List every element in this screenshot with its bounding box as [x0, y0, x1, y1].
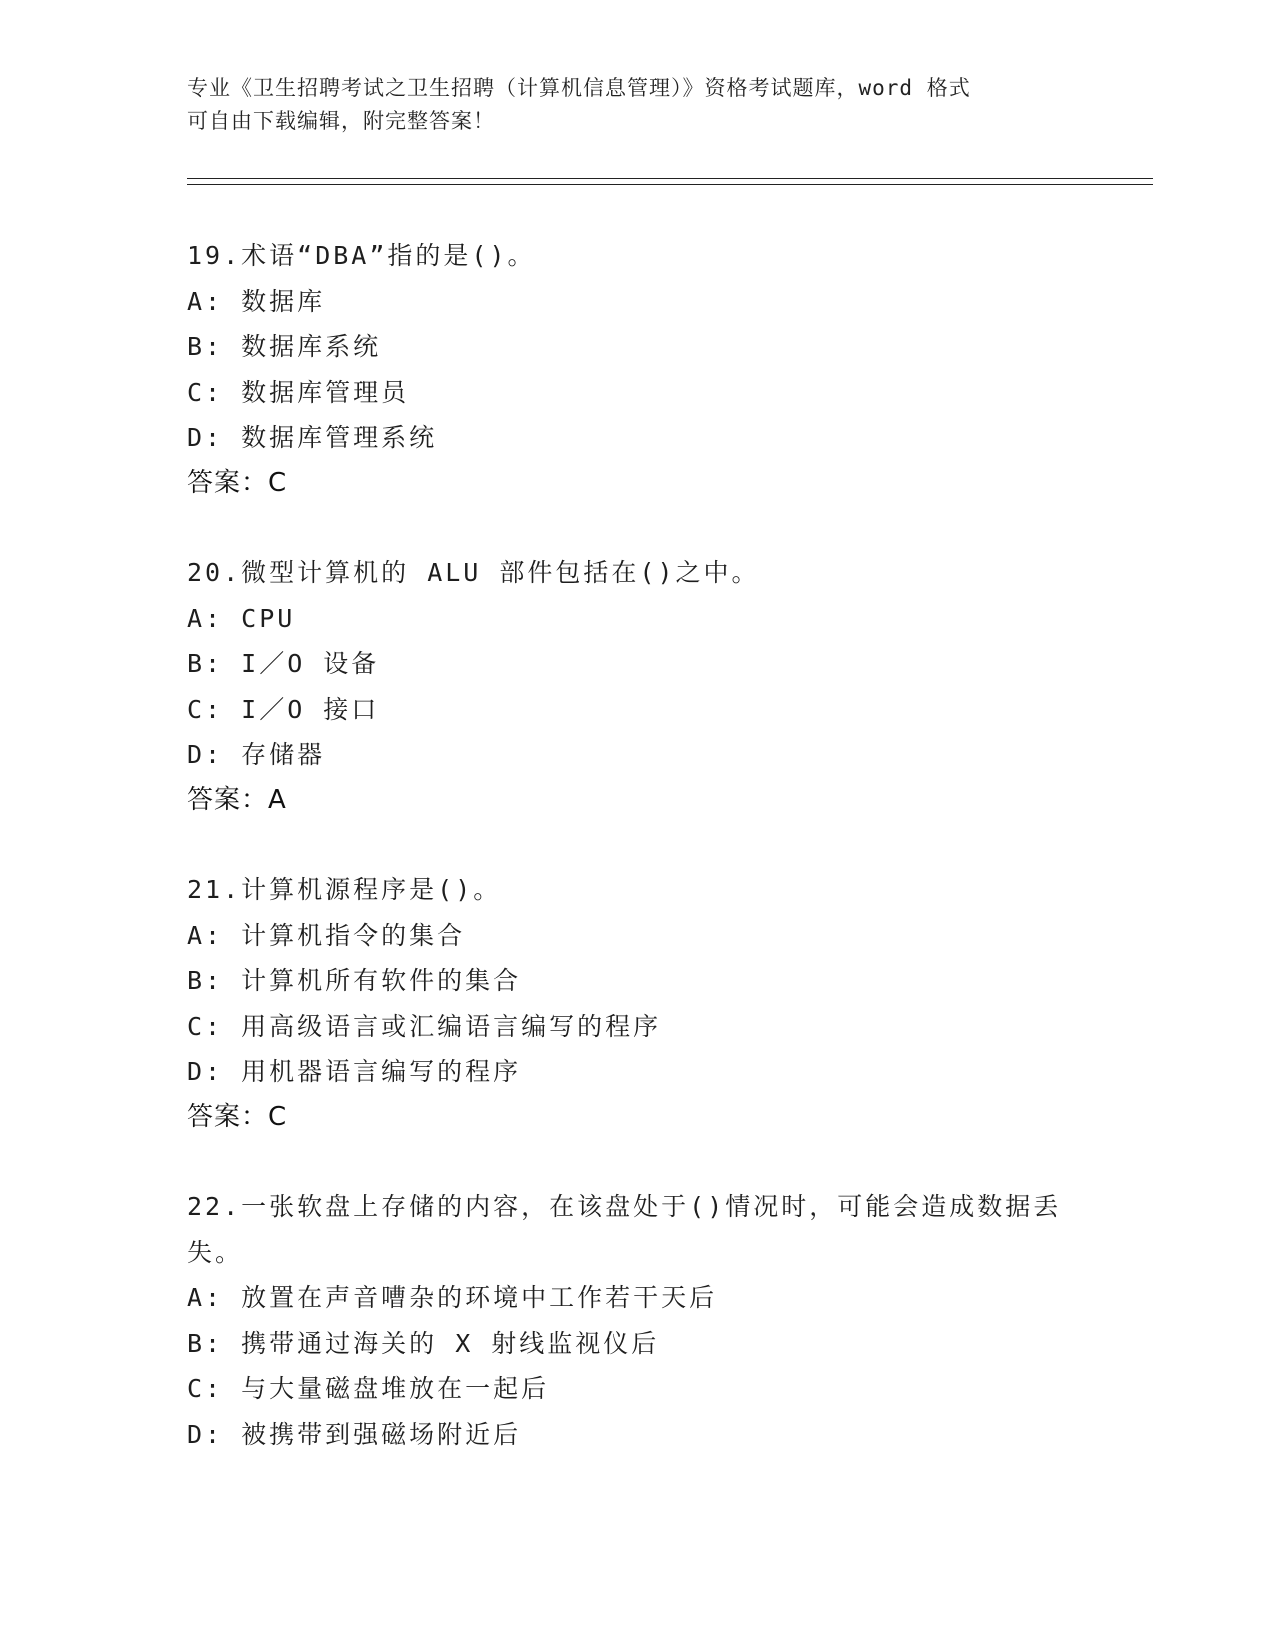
- header-divider-top: [187, 178, 1153, 179]
- header-line-1: 专业《卫生招聘考试之卫生招聘（计算机信息管理）》资格考试题库，word 格式: [187, 76, 971, 100]
- question-22: [187, 1184, 1087, 1457]
- answer-label: 答案：C: [187, 1101, 288, 1132]
- header-divider-bottom: [187, 184, 1153, 185]
- answer-label: 答案：A: [187, 784, 287, 815]
- question-19: [187, 233, 1087, 506]
- option-c: C: I／O 接口: [187, 694, 380, 724]
- option-b: B: 数据库系统: [187, 332, 382, 361]
- option-a: A: 数据库: [187, 286, 326, 316]
- question-list: [187, 233, 1087, 1501]
- question-20: [187, 550, 1087, 823]
- question-21: [187, 867, 1087, 1140]
- question-stem: 22.一张软盘上存储的内容，在该盘处于()情况时，可能会造成数据丢失。: [187, 1192, 1062, 1267]
- header-line-2: 可自由下载编辑，附完整答案！: [187, 109, 495, 133]
- option-a: A: 放置在声音嘈杂的环境中工作若干天后: [187, 1283, 718, 1312]
- option-a: A: 计算机指令的集合: [187, 920, 466, 950]
- option-c: C: 数据库管理员: [187, 377, 410, 407]
- option-d: D: 数据库管理系统: [187, 423, 438, 452]
- option-b: B: 计算机所有软件的集合: [187, 966, 522, 995]
- question-stem: 19.术语“DBA”指的是()。: [187, 241, 536, 270]
- document-header: [187, 72, 1087, 138]
- option-b: B: 携带通过海关的 X 射线监视仪后: [187, 1328, 660, 1358]
- option-a: A: CPU: [187, 603, 296, 633]
- question-stem: 21.计算机源程序是()。: [187, 875, 502, 904]
- question-stem: 20.微型计算机的 ALU 部件包括在()之中。: [187, 558, 760, 587]
- option-d: D: 存储器: [187, 740, 326, 769]
- answer-label: 答案：C: [187, 467, 288, 498]
- option-d: D: 被携带到强磁场附近后: [187, 1419, 522, 1449]
- option-d: D: 用机器语言编写的程序: [187, 1057, 522, 1086]
- option-c: C: 与大量磁盘堆放在一起后: [187, 1374, 550, 1403]
- option-c: C: 用高级语言或汇编语言编写的程序: [187, 1011, 662, 1041]
- option-b: B: I／O 设备: [187, 649, 380, 678]
